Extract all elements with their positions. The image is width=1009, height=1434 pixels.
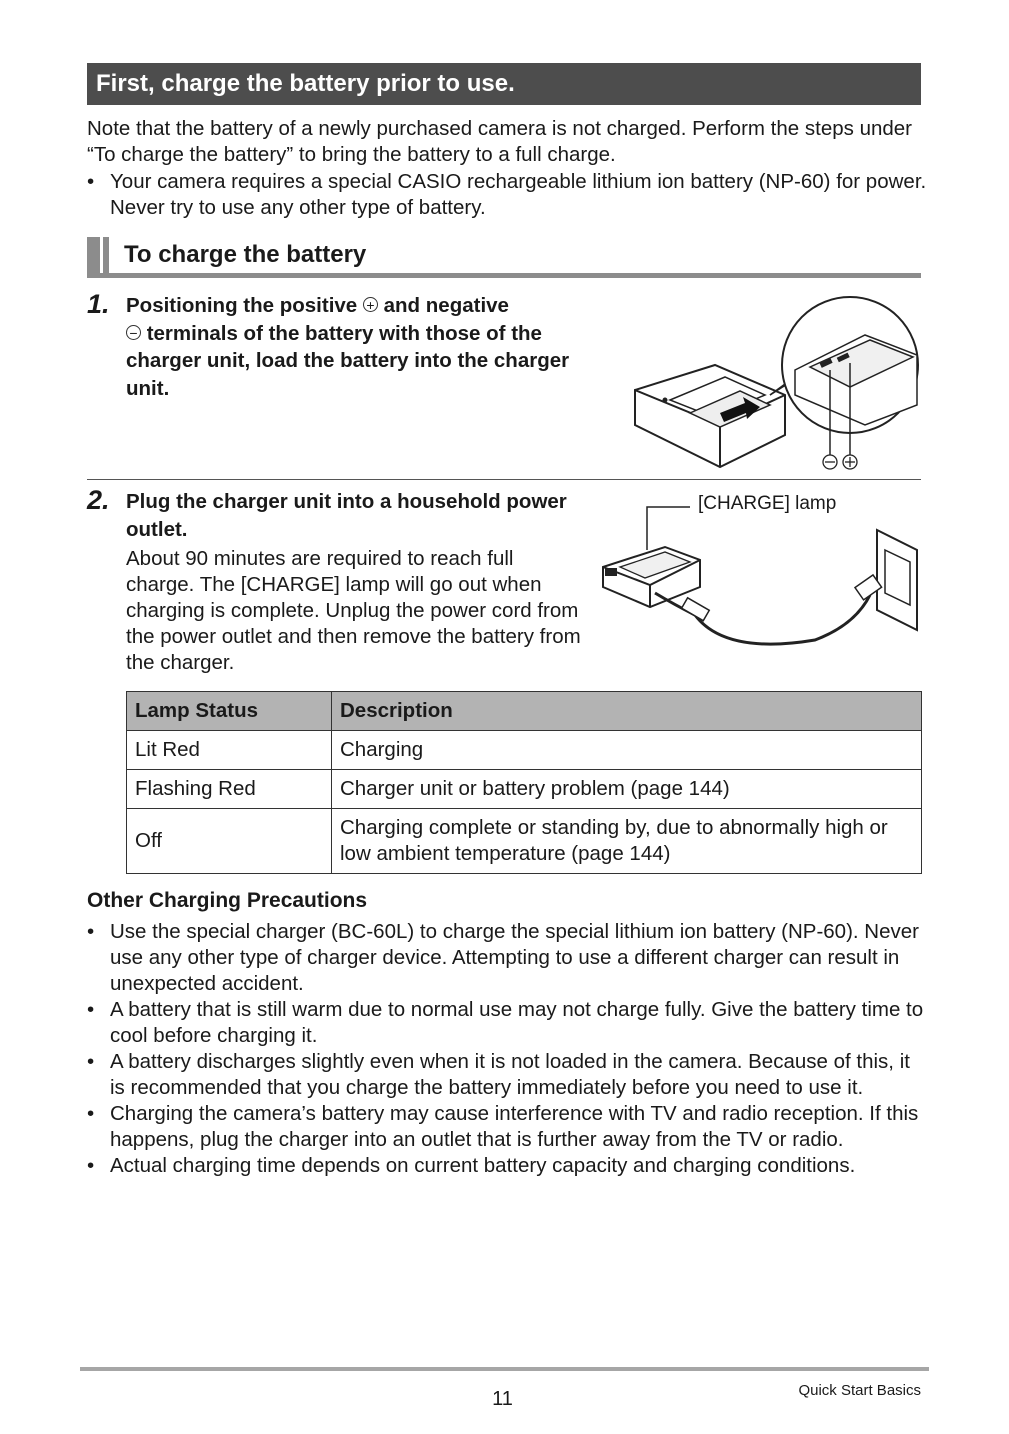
lamp-status-table: [126, 691, 922, 874]
intro-bullet-text: Your camera requires a special CASIO rechargeable lithium ion battery (NP-60) for power. Never try to use any other type of battery.: [110, 170, 927, 219]
list-item: • A battery discharges slightly even when it is not loaded in the camera. Because of this, it is recommended that you charge the battery immediately before you need to use it.: [87, 1050, 910, 1099]
minus-terminal-icon: −: [126, 325, 141, 340]
column-header: Description: [332, 692, 922, 731]
section-title: To charge the battery: [124, 241, 367, 268]
plus-terminal-icon: +: [363, 297, 378, 312]
step2-title: Plug the charger unit into a household power outlet.: [126, 490, 567, 541]
intro-bullet: [87, 169, 927, 221]
table-row: [127, 809, 922, 874]
table-cell: Charging: [332, 731, 922, 770]
table-cell: Charger unit or battery problem (page 144): [332, 770, 922, 809]
precautions-title: Other Charging Precautions: [87, 889, 368, 912]
step1-part3: terminals of the battery with those of the charger unit, load the battery into the charger unit.: [126, 321, 570, 400]
footer-rule: [80, 1367, 929, 1371]
step1-part2: and negative: [383, 294, 509, 317]
table-cell: Lit Red: [127, 731, 332, 770]
page-section-header: First, charge the battery prior to use.: [87, 63, 921, 105]
precautions-list: [87, 919, 927, 1179]
list-item: • Charging the camera’s battery may cause interference with TV and radio reception. If this happens, plug the charger into an outlet that is further away from the TV or radio.: [87, 1102, 919, 1151]
battery-loading-illustration: [625, 295, 925, 475]
footer-section-name: Quick Start Basics: [798, 1382, 921, 1399]
column-header: Lamp Status: [127, 692, 332, 731]
list-item: • Use the special charger (BC-60L) to charge the special lithium ion battery (NP-60). Never use any other type of charger device. Attempting to use a different charger can result in unexpected accident.: [87, 920, 919, 995]
step-divider: [87, 479, 921, 480]
table-row: [127, 770, 922, 809]
step1-text: [126, 292, 596, 402]
section-heading-bar: [87, 237, 921, 278]
charge-lamp-callout: [CHARGE] lamp: [698, 493, 837, 514]
step-number: 2.: [87, 485, 110, 515]
step2-body: About 90 minutes are required to reach full charge. The [CHARGE] lamp will go out when charging is complete. Unplug the power cord from the power outlet and then remove the battery from the charger.: [126, 547, 581, 674]
table-row: [127, 731, 922, 770]
step1-part1: Positioning the positive: [126, 294, 358, 317]
bullet-dot: •: [87, 170, 95, 193]
table-cell: Charging complete or standing by, due to abnormally high or low ambient temperature (page 144): [332, 809, 922, 874]
list-item: • Actual charging time depends on current battery capacity and charging conditions.: [87, 1154, 856, 1177]
charger-outlet-illustration: [595, 495, 925, 655]
list-item: • A battery that is still warm due to normal use may not charge fully. Give the battery time to cool before charging it.: [87, 998, 924, 1047]
table-cell: Off: [127, 809, 332, 874]
table-cell: Flashing Red: [127, 770, 332, 809]
page-number: 11: [492, 1388, 513, 1410]
intro-paragraph: Note that the battery of a newly purchased camera is not charged. Perform the steps under “To charge the battery” to bring the battery to a full charge.: [87, 117, 913, 166]
table-header-row: [127, 692, 922, 731]
step-number: 1.: [87, 289, 110, 319]
